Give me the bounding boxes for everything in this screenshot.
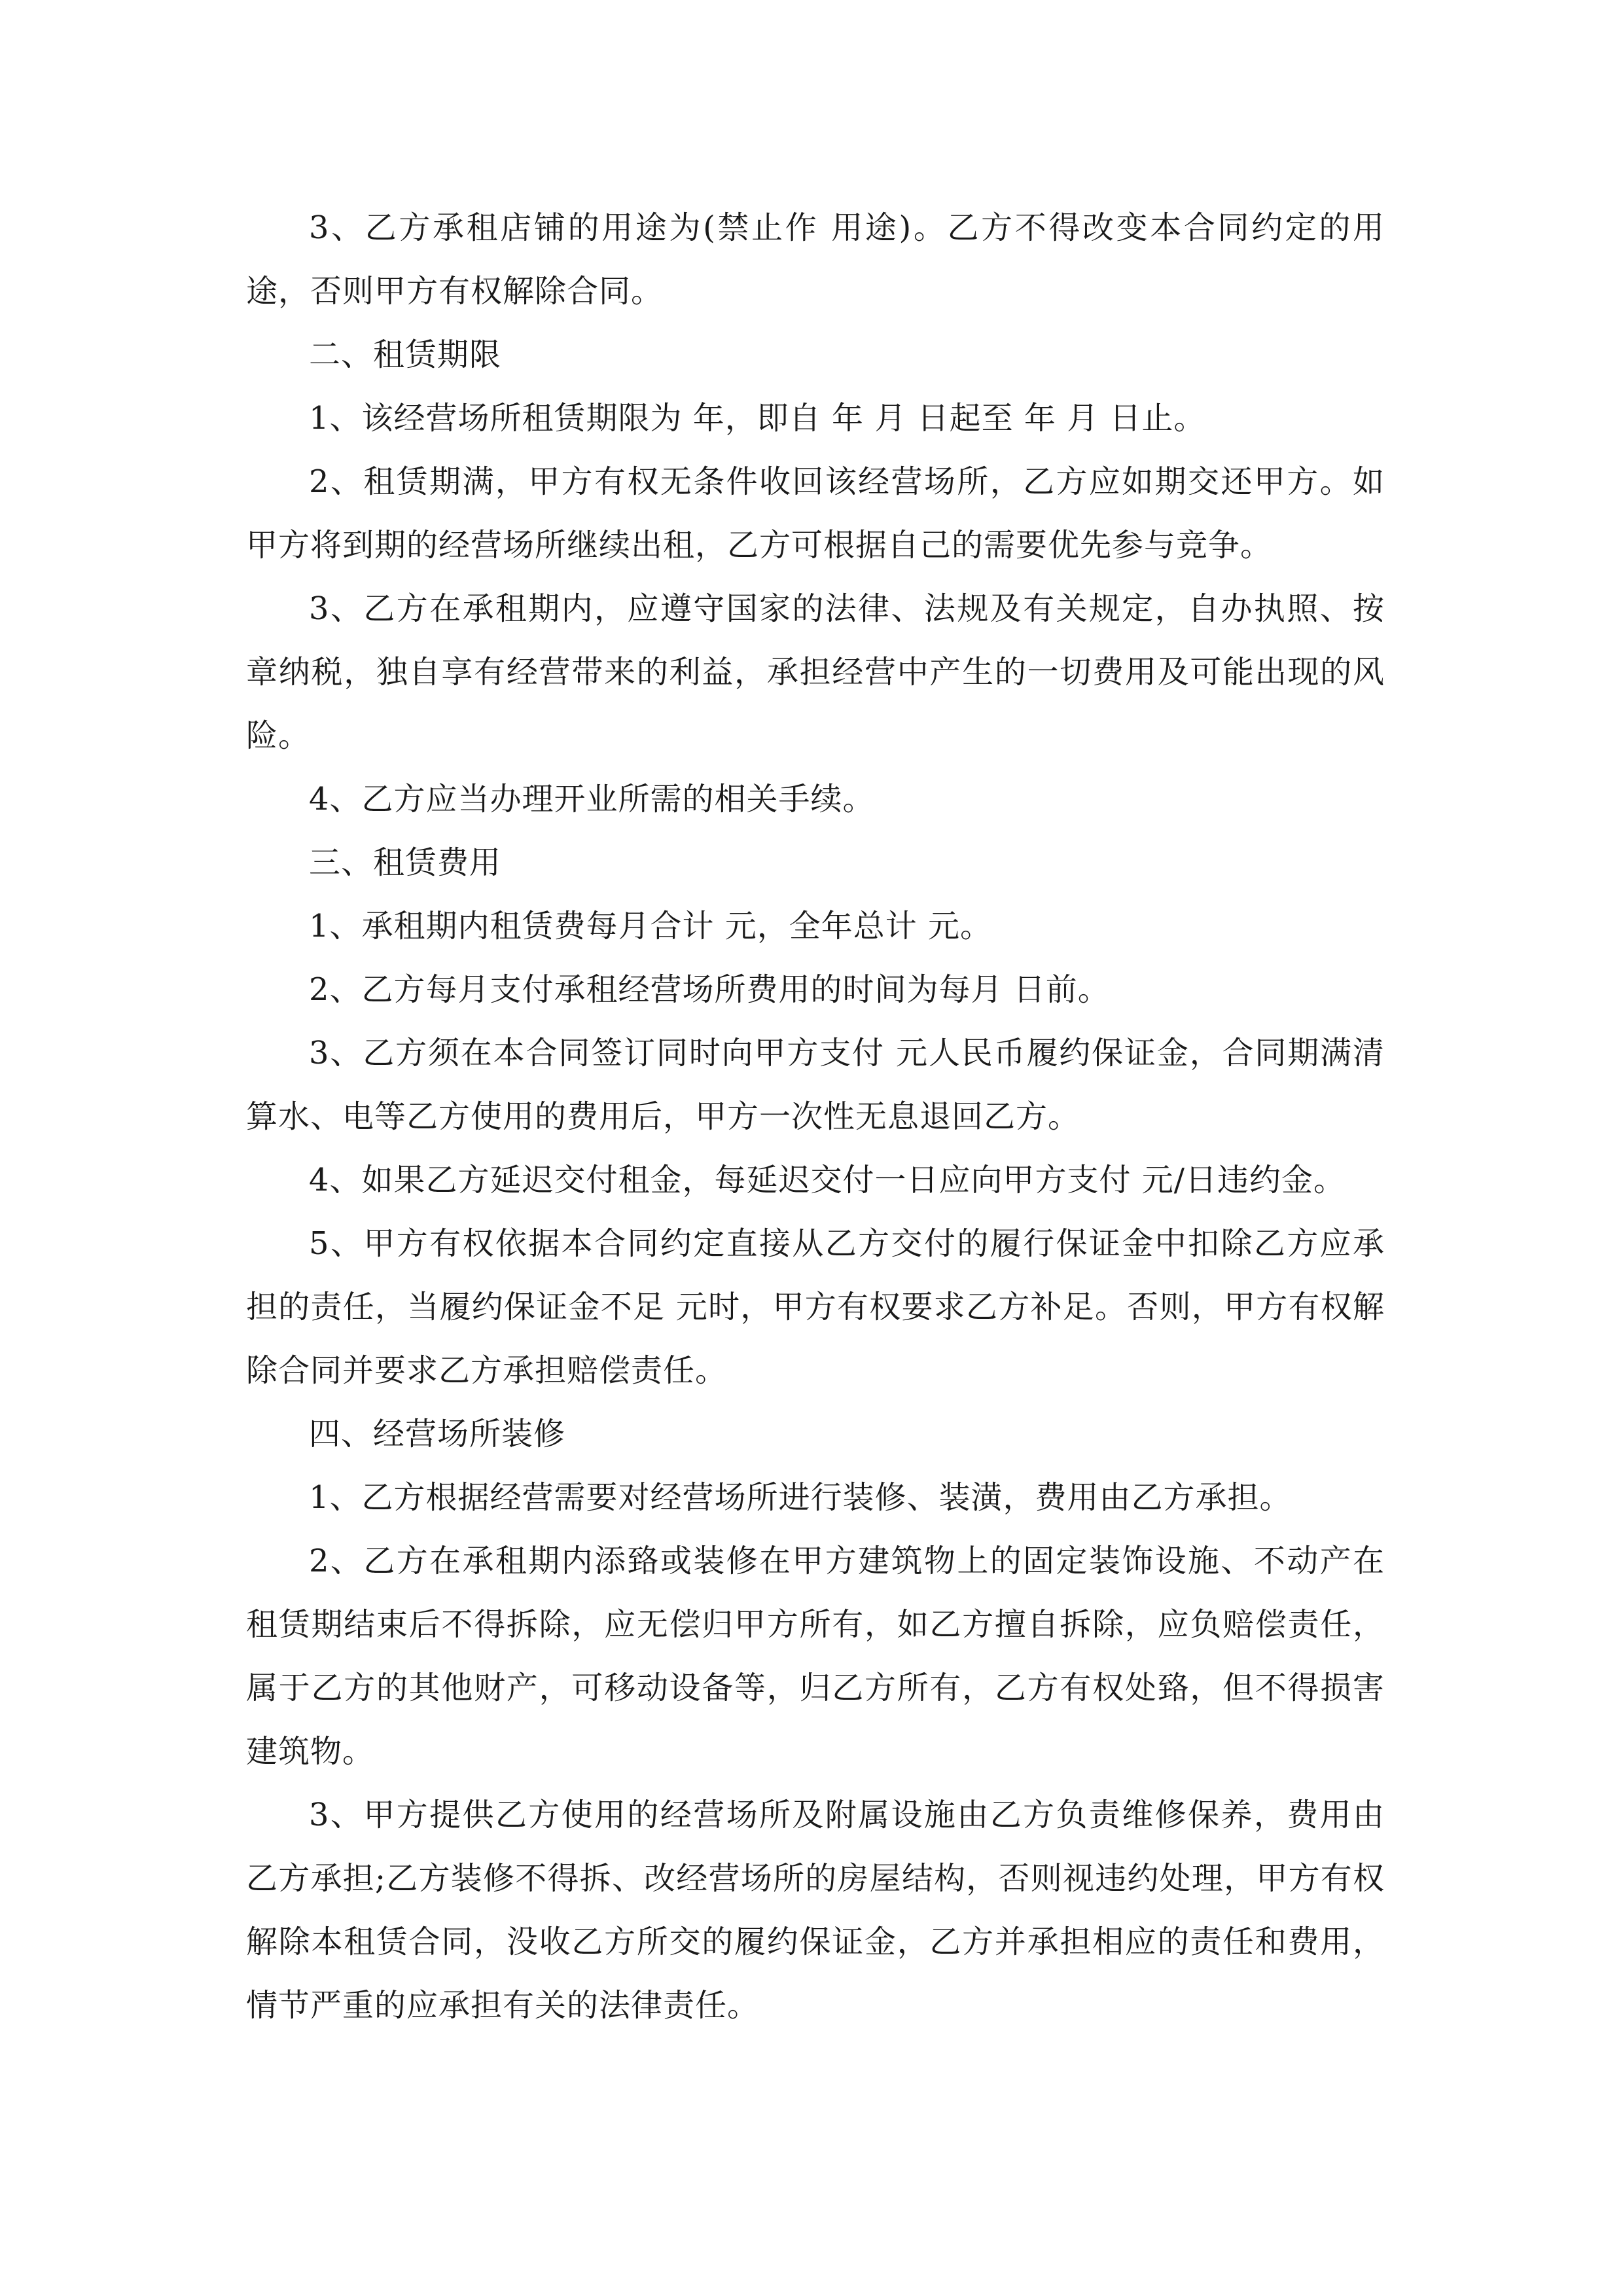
paragraph-procedures: 4、乙方应当办理开业所需的相关手续。 <box>309 781 875 817</box>
paragraph-lease-period: 1、该经营场所租赁期限为 年，即自 年 月 日起至 年 月 日止。 <box>309 400 1206 437</box>
paragraph-deposit: 3、乙方须在本合同签订同时向甲方支付 元人民币履约保证金，合同期满清算水、电等乙方使用的费用后，甲方一次性无息退回乙方。 <box>246 1035 1385 1135</box>
paragraph-monthly-fee: 1、承租期内租赁费每月合计 元，全年总计 元。 <box>309 908 993 944</box>
paragraph-maintenance: 3、甲方提供乙方使用的经营场所及附属设施由乙方负责维修保养，费用由乙方承担;乙方装修不得拆、改经营场所的房屋结构，否则视违约处理，甲方有权解除本租赁合同，没收乙方所交的履约保证金，乙方并承担相应的责任和费用，情节严重的应承担有关的法律责任。 <box>246 1797 1385 2024</box>
document-body <box>246 196 1385 2037</box>
paragraph-lease-expiry: 2、租赁期满，甲方有权无条件收回该经营场所，乙方应如期交还甲方。如甲方将到期的经营场所继续出租，乙方可根据自己的需要优先参与竞争。 <box>246 463 1385 564</box>
section-heading-lease-fees: 三、租赁费用 <box>309 844 502 881</box>
paragraph-fixtures: 2、乙方在承租期内添臵或装修在甲方建筑物上的固定装饰设施、不动产在租赁期结束后不得拆除，应无偿归甲方所有，如乙方擅自拆除，应负赔偿责任，属于乙方的其他财产，可移动设备等，归乙方所有，乙方有权处臵，但不得损害建筑物。 <box>246 1543 1385 1770</box>
paragraph-late-penalty: 4、如果乙方延迟交付租金，每延迟交付一日应向甲方支付 元/日违约金。 <box>309 1162 1346 1198</box>
section-heading-lease-term: 二、租赁期限 <box>309 336 502 373</box>
paragraph-use-purpose: 3、乙方承租店铺的用途为(禁止作 用途)。乙方不得改变本合同约定的用途，否则甲方有权解除合同。 <box>246 209 1385 310</box>
paragraph-deposit-deduction: 5、甲方有权依据本合同约定直接从乙方交付的履行保证金中扣除乙方应承担的责任，当履约保证金不足 元时，甲方有权要求乙方补足。否则，甲方有权解除合同并要求乙方承担赔偿责任。 <box>246 1225 1385 1389</box>
section-heading-renovation: 四、经营场所装修 <box>309 1416 566 1452</box>
paragraph-renovation-cost: 1、乙方根据经营需要对经营场所进行装修、装潢，费用由乙方承担。 <box>309 1479 1292 1516</box>
paragraph-payment-date: 2、乙方每月支付承租经营场所费用的时间为每月 日前。 <box>309 971 1110 1008</box>
paragraph-legal-compliance: 3、乙方在承租期内，应遵守国家的法律、法规及有关规定，自办执照、按章纳税，独自享有经营带来的利益，承担经营中产生的一切费用及可能出现的风险。 <box>246 590 1385 754</box>
